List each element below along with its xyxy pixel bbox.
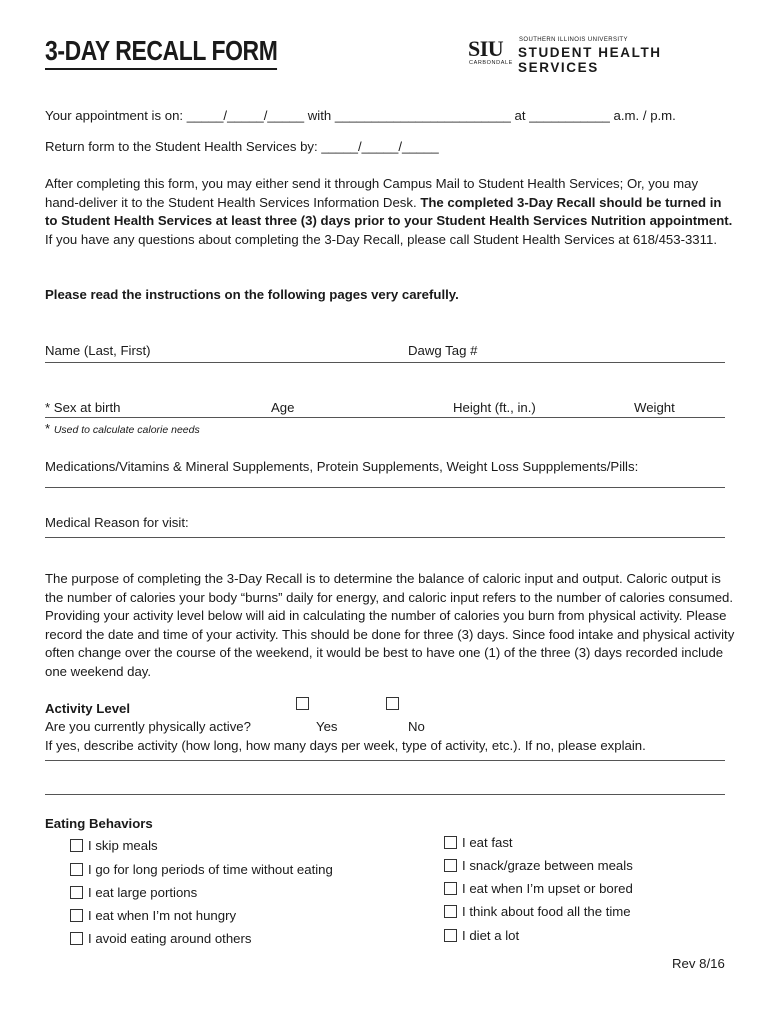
eating-left-item[interactable] xyxy=(70,862,333,877)
weight-label: Weight xyxy=(634,400,675,415)
eating-option-label: I eat when I’m not hungry xyxy=(88,908,237,923)
eating-option-label: I go for long periods of time without eating xyxy=(88,862,333,877)
checkbox[interactable] xyxy=(444,882,457,895)
sex-note-star: * xyxy=(45,421,51,436)
page-title: 3-DAY RECALL FORM xyxy=(45,34,277,70)
eating-option-label: I avoid eating around others xyxy=(88,931,252,946)
activity-question: Are you currently physically active? xyxy=(45,719,251,734)
siu-logo xyxy=(468,36,728,75)
medications-label: Medications/Vitamins & Mineral Supplements, Protein Supplements, Weight Loss Suppplements/Pills: xyxy=(45,459,639,474)
checkbox[interactable] xyxy=(70,909,83,922)
return-line: Return form to the Student Health Services by: _____/_____/_____ xyxy=(45,139,439,154)
logo-carbondale: CARBONDALE xyxy=(469,60,513,66)
eating-left-item[interactable] xyxy=(70,908,236,923)
intro-paragraph xyxy=(45,175,735,249)
checkbox[interactable] xyxy=(70,886,83,899)
eating-option-label: I diet a lot xyxy=(462,928,520,943)
eating-option-label: I eat fast xyxy=(462,835,513,850)
eating-heading: Eating Behaviors xyxy=(45,816,153,831)
activity-describe: If yes, describe activity (how long, how many days per week, type of activity, etc.). If no, please explain. xyxy=(45,738,646,753)
eating-option-label: I snack/graze between meals xyxy=(462,858,633,873)
intro-part1: After completing this form, you may either send it through Campus Mail to Student Health Services; Or, you may hand-deliver it to the Student Health Services Information Desk. xyxy=(45,176,699,210)
medications-line[interactable] xyxy=(45,487,725,488)
activity-yes-checkbox[interactable] xyxy=(296,697,309,710)
age-label: Age xyxy=(271,400,295,415)
activity-line-1[interactable] xyxy=(45,760,725,761)
eating-option-label: I eat large portions xyxy=(88,885,198,900)
medical-reason-line[interactable] xyxy=(45,537,725,538)
eating-left-item[interactable] xyxy=(70,885,197,900)
eating-left-item[interactable] xyxy=(70,838,158,853)
checkbox[interactable] xyxy=(444,836,457,849)
activity-yes-label: Yes xyxy=(316,719,338,734)
name-line[interactable] xyxy=(45,362,725,363)
sex-note xyxy=(45,421,200,436)
activity-line-2[interactable] xyxy=(45,794,725,795)
sex-label: * Sex at birth xyxy=(45,400,121,415)
intro-bold: The completed 3-Day Recall should be turned in to Student Health Services at least three (3) days prior to your Student Health Services Nutrition appointment. xyxy=(45,194,733,229)
medical-reason-label: Medical Reason for visit: xyxy=(45,515,189,530)
name-label: Name (Last, First) xyxy=(45,343,151,358)
logo-siu: SIU xyxy=(468,36,504,61)
checkbox[interactable] xyxy=(444,859,457,872)
checkbox[interactable] xyxy=(444,929,457,942)
checkbox[interactable] xyxy=(70,932,83,945)
revision-label: Rev 8/16 xyxy=(672,956,725,971)
logo-university: SOUTHERN ILLINOIS UNIVERSITY xyxy=(519,37,628,43)
activity-no-checkbox[interactable] xyxy=(386,697,399,710)
appointment-line: Your appointment is on: _____/_____/_____ with ________________________ at ___________ a.m. / p.m. xyxy=(45,108,676,123)
checkbox[interactable] xyxy=(70,863,83,876)
activity-no-label: No xyxy=(408,719,425,734)
purpose-paragraph: The purpose of completing the 3-Day Recall is to determine the balance of caloric input and output. Caloric output is the number of calories your body “burns” daily for energy, and caloric input refers to the number of calories consumed. Providing your activity level below will aid in calculating the number of calories you burn from physical activity. Please record the date and time of your activity. This should be done for three (3) days. Since food intake and physical activity often change over the course of the weekend, it would be best to have one (1) of the three (3) days recorded include one weekend day. xyxy=(45,571,735,679)
sex-note-text: Used to calculate calorie needs xyxy=(53,424,200,436)
eating-right-item[interactable] xyxy=(444,881,633,896)
eating-right-item[interactable] xyxy=(444,904,631,919)
checkbox[interactable] xyxy=(70,839,83,852)
eating-left-item[interactable] xyxy=(70,931,252,946)
instructions-note: Please read the instructions on the following pages very carefully. xyxy=(45,287,459,302)
activity-heading: Activity Level xyxy=(45,701,131,716)
logo-department: STUDENT HEALTH SERVICES xyxy=(518,45,662,75)
eating-right-item[interactable] xyxy=(444,858,633,873)
dawg-tag-label: Dawg Tag # xyxy=(408,343,478,358)
eating-option-label: I eat when I’m upset or bored xyxy=(462,881,633,896)
eating-option-label: I think about food all the time xyxy=(462,904,631,919)
intro-part2: If you have any questions about completing the 3-Day Recall, please call Student Health Services at 618/453-3311. xyxy=(45,231,717,247)
checkbox[interactable] xyxy=(444,905,457,918)
eating-right-item[interactable] xyxy=(444,928,519,943)
height-label: Height (ft., in.) xyxy=(453,400,536,415)
eating-option-label: I skip meals xyxy=(88,838,158,853)
eating-right-item[interactable] xyxy=(444,835,513,850)
demographics-line[interactable] xyxy=(45,417,725,418)
